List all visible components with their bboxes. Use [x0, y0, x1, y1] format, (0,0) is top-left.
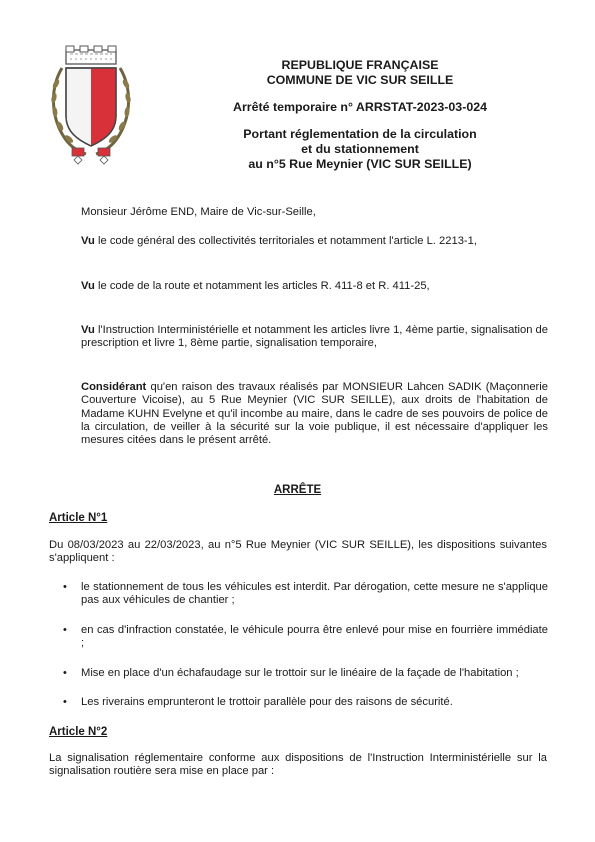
bullet-marker: •: [63, 667, 67, 679]
vu-text: l'Instruction Interministérielle et notamment les articles livre 1, 4ème partie, signalisation de prescription et livre 1, 8ème partie, signalisation temporaire,: [81, 324, 548, 350]
bullet-marker: •: [63, 696, 67, 708]
vu-text: le code général des collectivités territoriales et notamment l'article L. 2213-1,: [94, 235, 477, 247]
article-1-title: Article N°1: [49, 512, 108, 524]
vu-paragraph-3: [81, 324, 548, 351]
considerant-paragraph: [81, 381, 548, 447]
arrete-reference: Arrêté temporaire n° ARRSTAT-2023-03-024: [233, 100, 487, 114]
bullet-marker: •: [63, 581, 67, 593]
document-header: [210, 58, 510, 172]
vu-paragraph-1: [81, 235, 548, 248]
vu-lead: Vu: [81, 324, 95, 336]
subject-line-2: et du stationnement: [301, 142, 419, 156]
vu-paragraph-2: [81, 280, 548, 293]
republic-title: REPUBLIQUE FRANÇAISE: [281, 58, 439, 72]
vu-text: le code de la route et notamment les articles R. 411-8 et R. 411-25,: [94, 280, 430, 292]
article-2-title: Article N°2: [49, 726, 108, 738]
subject-line-1: Portant réglementation de la circulation: [243, 127, 477, 141]
vu-lead: Vu: [81, 280, 95, 292]
arrete-heading: ARRÊTE: [273, 484, 322, 496]
article-1-intro: Du 08/03/2023 au 22/03/2023, au n°5 Rue Meynier (VIC SUR SEILLE), les dispositions suivantes s'appliquent :: [49, 539, 547, 565]
article-1-bullet: le stationnement de tous les véhicules est interdit. Par dérogation, cette mesure ne s'applique pas aux véhicules de chantier ;: [81, 581, 548, 607]
coat-of-arms-logo: [48, 44, 134, 168]
considerant-text: qu'en raison des travaux réalisés par MONSIEUR Lahcen SADIK (Maçonnerie Couverture Vicoise), au 5 Rue Meynier (VIC SUR SEILLE), aux droits de l'habitation de Madame KUHN Evelyne et qu'il incombe au maire, dans le cadre de ses pouvoirs de police de la circulation, de veiller à la sécurité sur la voie publique, il est nécessaire d'appliquer les mesures citées dans le présent arrêté.: [81, 381, 548, 447]
article-1-bullet: Les riverains emprunteront le trottoir parallèle pour des raisons de sécurité.: [81, 696, 453, 708]
subject-line-3: au n°5 Rue Meynier (VIC SUR SEILLE): [248, 157, 472, 171]
article-2-text: La signalisation réglementaire conforme aux dispositions de l'Instruction Interministérielle sur la signalisation routière sera mise en place par :: [49, 752, 547, 778]
bullet-marker: •: [63, 624, 67, 636]
mayor-intro: Monsieur Jérôme END, Maire de Vic-sur-Seille,: [81, 206, 316, 218]
commune-title: COMMUNE DE VIC SUR SEILLE: [266, 73, 454, 87]
article-1-bullet: Mise en place d'un échafaudage sur le trottoir sur le linéaire de la façade de l'habitation ;: [81, 667, 519, 679]
vu-lead: Vu: [81, 235, 95, 247]
article-1-bullet: en cas d'infraction constatée, le véhicule pourra être enlevé pour mise en fourrière immédiate ;: [81, 624, 548, 650]
considerant-lead: Considérant: [81, 381, 147, 393]
